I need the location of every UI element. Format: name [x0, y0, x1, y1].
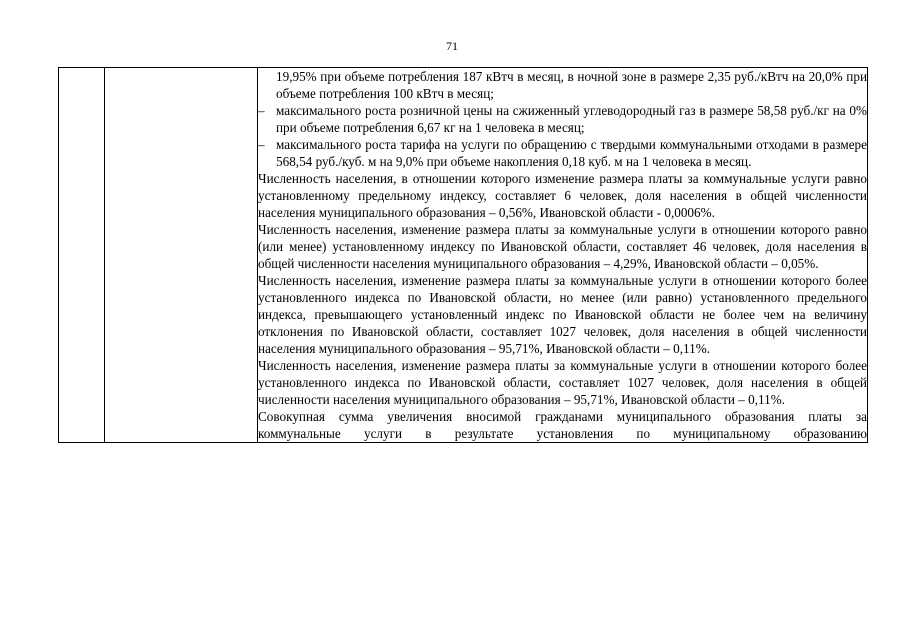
table-row	[59, 68, 868, 443]
table-cell-content	[258, 68, 868, 443]
list-dash: –	[258, 137, 265, 152]
list-item-text: максимального роста тарифа на услуги по обращению с твердыми коммунальными отходами в размере 568,54 руб./куб. м на 9,0% при объеме накопления 0,18 куб. м на 1 человека в месяц.	[276, 137, 867, 169]
paragraph: Численность населения, в отношении которого изменение размера платы за коммунальные услуги равно установленному предельному индексу, составляет 6 человек, доля населения в общей численности населения муниципального образования – 0,56%, Ивановской области - 0,0006%.	[258, 171, 867, 220]
document-table	[58, 67, 868, 443]
list-item	[258, 136, 867, 170]
page-number: 71	[446, 39, 458, 53]
paragraph: Совокупная сумма увеличения вносимой гражданами муниципального образования платы за коммунальные услуги в результате установления по муниципальному образованию	[258, 409, 867, 441]
table-cell-number	[59, 68, 105, 443]
paragraph: Численность населения, изменение размера платы за коммунальные услуги в отношении которого более установленного индекса по Ивановской области, составляет 1027 человек, доля населения в общей численности населения муниципального образования – 95,71%, Ивановской области – 0,11%.	[258, 358, 867, 407]
list-item	[258, 102, 867, 136]
list-item-text: максимального роста розничной цены на сжиженный углеводородный газ в размере 58,58 руб./кг на 0% при объеме потребления 6,67 кг на 1 человека в месяц;	[276, 103, 867, 135]
paragraph: Численность населения, изменение размера платы за коммунальные услуги в отношении которого равно (или менее) установленному индексу по Ивановской области, составляет 46 человек, доля населения в общей численности населения муниципального образования – 4,29%, Ивановской области – 0,05%.	[258, 222, 867, 271]
table-cell-name	[105, 68, 258, 443]
paragraph: Численность населения, изменение размера платы за коммунальные услуги в отношении которого более установленного индекса по Ивановской области, но менее (или равно) установленного предельного индекса, превышающего установленный индекс по Ивановской области не более чем на величину отклонения по Ивановской области, составляет 1027 человек, доля населения в общей численности населения муниципального образования – 95,71%, Ивановской области – 0,11%.	[258, 273, 867, 356]
list-dash: –	[258, 103, 265, 118]
continued-text: 19,95% при объеме потребления 187 кВтч в месяц, в ночной зоне в размере 2,35 руб./кВтч на 20,0% при объеме потребления 100 кВтч в месяц;	[276, 69, 867, 101]
